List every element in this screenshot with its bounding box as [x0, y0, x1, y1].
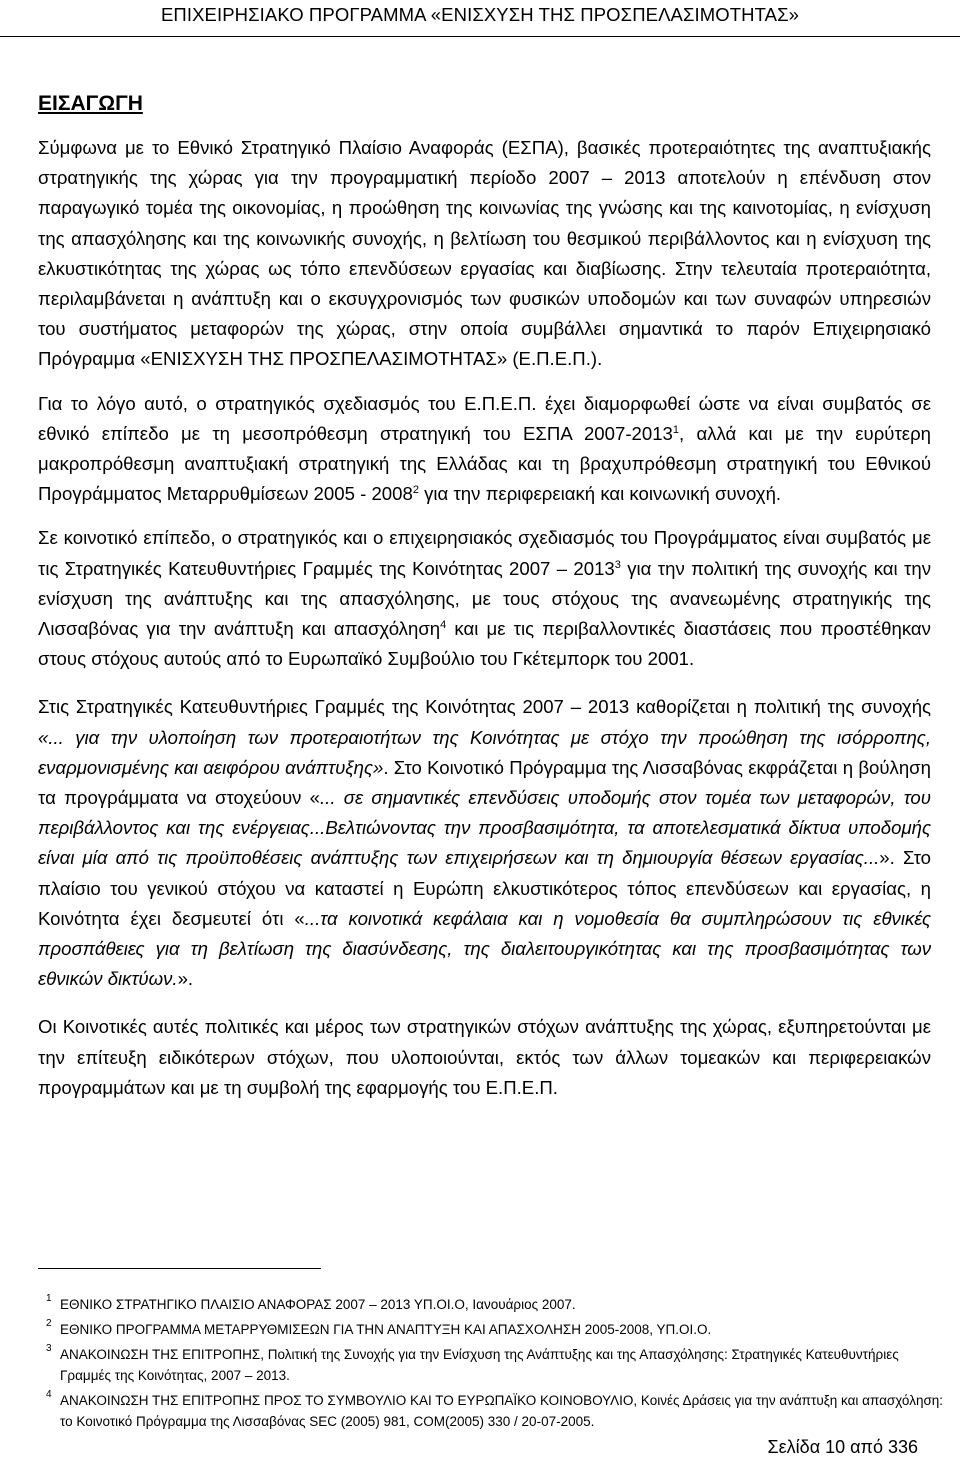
footnote-separator: [38, 1268, 321, 1269]
footnote-text: ΑΝΑΚΟΙΝΩΣΗ ΤΗΣ ΕΠΙΤΡΟΠΗΣ, Πολιτική της Συνοχής για την Ενίσχυση της Ανάπτυξης και της Απασχόλησης: Στρατηγικές Κατευθυντήριες Γραμμές της Κοινότητας, 2007 – 2013.: [60, 1347, 899, 1383]
paragraph-2-text-b: , αλλά και με την ευρύτερη μακροπρόθεσμη αναπτυξιακή στρατηγική της Ελλάδας και τη βραχυπρόθεσμη στρατηγική του Εθνικού Προγράμματος Μεταρρυθμίσεων 2005 - 2008: [38, 422, 931, 505]
page-number: Σελίδα 10 από 336: [767, 1437, 918, 1457]
paragraph-2-text-a: Για το λόγο αυτό, ο στρατηγικός σχεδιασμός του Ε.Π.Ε.Π. έχει διαμορφωθεί ώστε να είναι συμβατός σε εθνικό επίπεδο με τη μεσοπρόθεσμη στρατηγική του ΕΣΠΑ 2007-2013: [38, 392, 931, 444]
paragraph-3-text-c: και με τις περιβαλλοντικές διαστάσεις που προστέθηκαν στους στόχους αυτούς από το Ευρωπαϊκό Συμβούλιο του Γκέτεμπορκ του 2001.: [38, 618, 931, 670]
running-header: ΕΠΙΧΕΙΡΗΣΙΑΚΟ ΠΡΟΓΡΑΜΜΑ «ΕΝΙΣΧΥΣΗ ΤΗΣ ΠΡΟΣΠΕΛΑΣΙΜΟΤΗΤΑΣ»: [0, 4, 960, 37]
footnotes: [38, 1294, 953, 1436]
paragraph-4-text-g: ».: [177, 968, 194, 990]
paragraph-3-text-b: για την πολιτική της συνοχής και την ενίσχυση της ανάπτυξης και της απασχόλησης, με τους στόχους της ανανεωμένης στρατηγικής της Λισσαβόνας για την ανάπτυξη και απασχόληση: [38, 557, 931, 640]
paragraph-4: [38, 692, 931, 994]
footnote-number: 4: [46, 1389, 52, 1400]
paragraph-4-text-c: . Στο Κοινοτικό Πρόγραμμα της Λισσαβόνας εκφράζεται η βούληση τα προγράμματα να στοχεύουν «: [38, 756, 931, 809]
footnote-text: ΕΘΝΙΚΟ ΠΡΟΓΡΑΜΜΑ ΜΕΤΑΡΡΥΘΜΙΣΕΩΝ ΓΙΑ ΤΗΝ ΑΝΑΠΤΥΞΗ ΚΑΙ ΑΠΑΣΧΟΛΗΣΗ 2005-2008, ΥΠ.ΟΙ.Ο.: [60, 1322, 712, 1337]
paragraph-1: Σύμφωνα με το Εθνικό Στρατηγικό Πλαίσιο Αναφοράς (ΕΣΠΑ), βασικές προτεραιότητες της αναπτυξιακής στρατηγικής της χώρας για την προγραμματική περίοδο 2007 – 2013 αποτελούν η επένδυση στον παραγωγικό τομέα της οικονομίας, η προώθηση της κοινωνίας της γνώσης και της καινοτομίας, η ενίσχυση της απασχόλησης και της κοινωνικής συνοχής, η βελτίωση του θεσμικού περιβάλλοντος και η ενίσχυση της ελκυστικότητας της χώρας ως τόπο επενδύσεων εργασίας και διαβίωσης. Στην τελευταία προτεραιότητα, περιλαμβάνεται η ανάπτυξη και ο εκσυγχρονισμός των φυσικών υποδομών και των συναφών υπηρεσιών του συστήματος μεταφορών της χώρας, στην οποία συμβάλλει σημαντικά το παρόν Επιχειρησιακό Πρόγραμμα «ΕΝΙΣΧΥΣΗ ΤΗΣ ΠΡΟΣΠΕΛΑΣΙΜΟΤΗΤΑΣ» (Ε.Π.Ε.Π.).: [38, 137, 931, 370]
footnote-ref-1[interactable]: 1: [672, 423, 680, 436]
paragraph-4-text-e: ». Στο πλαίσιο του γενικού στόχου να καταστεί η Ευρώπη ελκυστικότερος τόπος επενδύσεων και εργασίας, η Κοινότητα έχει δεσμευτεί ότι «: [38, 847, 931, 929]
paragraph-3: [38, 523, 931, 674]
paragraph-4-quote-2: ... σε σημαντικές επενδύσεις υποδομής στον τομέα των μεταφορών, του περιβάλλοντος και της ενέργειας...Βελτιώνοντας την προσβασιμότητα, τα αποτελεσματικά δίκτυα υποδομής είναι μία από τις προϋποθέσεις ανάπτυξης των επιχειρήσεων και τη δημιουργία θέσεων εργασίας...: [38, 787, 932, 869]
paragraph-5: Οι Κοινοτικές αυτές πολιτικές και μέρος των στρατηγικών στόχων ανάπτυξης της χώρας, εξυπηρετούνται με την επίτευξη ειδικότερων στόχων, που υλοποιούνται, εκτός των άλλων τομεακών και περιφερειακών προγραμμάτων και με τη συμβολή της εφαρμογής του Ε.Π.Ε.Π.: [38, 1016, 931, 1098]
paragraph-4-quote-3: ...τα κοινοτικά κεφάλαια και η νομοθεσία θα συμπληρώσουν τις εθνικές προσπάθειες για τη βελτίωση της διασύνδεσης, της διαλειτουργικότητας και της προσβασιμότητας των εθνικών δικτύων.: [38, 907, 931, 990]
section-heading: ΕΙΣΑΓΩΓΗ: [38, 92, 143, 115]
footnote-ref-4[interactable]: 4: [440, 619, 447, 632]
footnote-ref-3[interactable]: 3: [614, 558, 621, 571]
footnote-number: 1: [46, 1293, 52, 1304]
paragraph-2-text-c: για την περιφερειακή και κοινωνική συνοχή.: [418, 483, 782, 505]
paragraph-2: [38, 389, 931, 510]
paragraph-4-text-a: Στις Στρατηγικές Κατευθυντήριες Γραμμές της Κοινότητας 2007 – 2013 καθορίζεται η πολιτική της συνοχής: [38, 696, 931, 718]
footnote-number: 3: [46, 1343, 52, 1354]
footnote-2: [38, 1319, 953, 1340]
body-text: [38, 133, 931, 1121]
footnote-3: [38, 1344, 953, 1386]
footnote-1: [38, 1294, 953, 1315]
paragraph-4-quote-1: «... για την υλοποίηση των προτεραιοτήτων της Κοινότητας με στόχο την προώθηση της ισόρροπης, εναρμονισμένης και αειφόρου ανάπτυξης»: [38, 726, 931, 778]
paragraph-3-text-a: Σε κοινοτικό επίπεδο, ο στρατηγικός και ο επιχειρησιακός σχεδιασμός του Προγράμματος είναι συμβατός με τις Στρατηγικές Κατευθυντήριες Γραμμές της Κοινότητας 2007 – 2013: [38, 527, 931, 579]
footnote-number: 2: [46, 1318, 52, 1329]
footnote-ref-2[interactable]: 2: [412, 484, 419, 497]
footnote-text: ΑΝΑΚΟΙΝΩΣΗ ΤΗΣ ΕΠΙΤΡΟΠΗΣ ΠΡΟΣ ΤΟ ΣΥΜΒΟΥΛΙΟ ΚΑΙ ΤΟ ΕΥΡΩΠΑΪΚΟ ΚΟΙΝΟΒΟΥΛΙΟ, Κοινές Δράσεις για την ανάπτυξη και απασχόληση: το Κοινοτικό Πρόγραμμα της Λισσαβόνας SEC (2005) 981, COM(2005) 330 / 20-07-2005.: [60, 1393, 944, 1429]
footnote-text: ΕΘΝΙΚΟ ΣΤΡΑΤΗΓΙΚΟ ΠΛΑΙΣΙΟ ΑΝΑΦΟΡΑΣ 2007 – 2013 ΥΠ.ΟΙ.Ο, Ιανουάριος 2007.: [60, 1297, 576, 1312]
footnote-4: [38, 1390, 953, 1432]
